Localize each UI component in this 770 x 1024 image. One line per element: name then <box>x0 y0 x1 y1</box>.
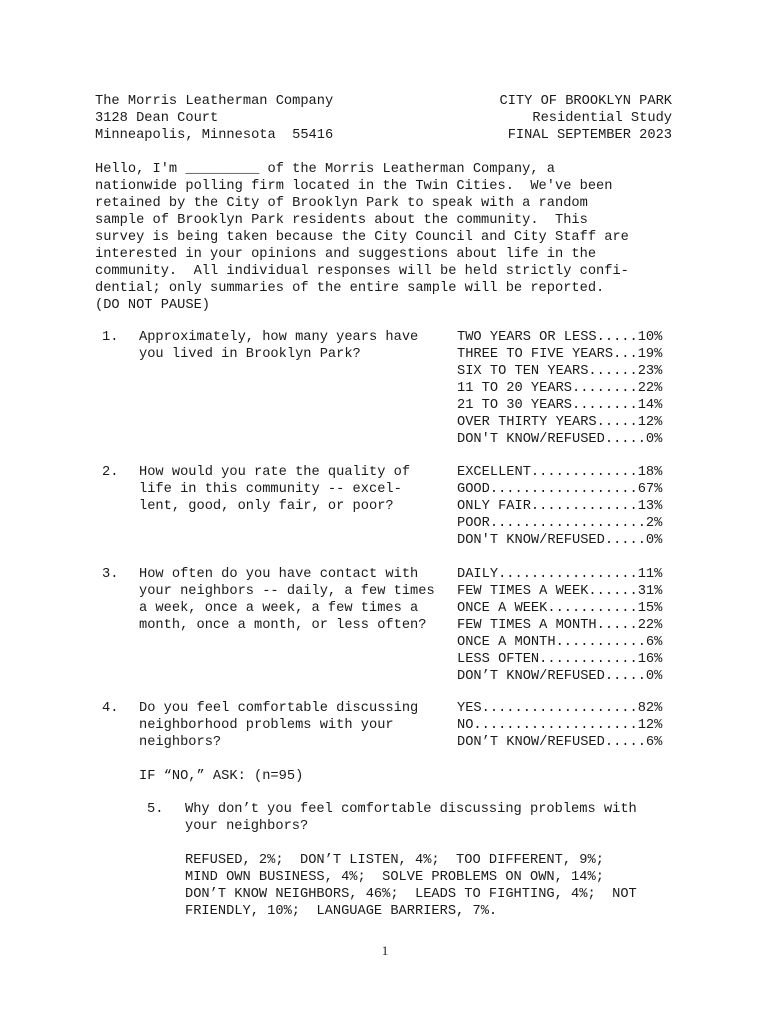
question-number: 2. <box>102 465 119 480</box>
answer-option: ONCE A WEEK...........15% <box>457 601 663 616</box>
response-line: DON’T KNOW NEIGHBORS, 46%; LEADS TO FIGHTING, 4%; NOT <box>185 887 637 902</box>
response-line: MIND OWN BUSINESS, 4%; SOLVE PROBLEMS ON OWN, 14%; <box>185 870 604 885</box>
question-text: neighborhood problems with your <box>139 718 394 733</box>
question-text: Do you feel comfortable discussing <box>139 701 419 716</box>
answer-option: OVER THIRTY YEARS.....12% <box>457 415 663 430</box>
question-number: 4. <box>102 701 119 716</box>
answer-option: DAILY.................11% <box>457 567 663 582</box>
company-city: Minneapolis, Minnesota 55416 <box>95 128 334 143</box>
answer-option: FEW TIMES A MONTH.....22% <box>457 618 663 633</box>
question-number: 5. <box>147 802 164 817</box>
answer-option: TWO YEARS OR LESS.....10% <box>457 330 663 345</box>
answer-option: POOR...................2% <box>457 516 663 531</box>
answer-option: YES...................82% <box>457 701 663 716</box>
answer-option: 11 TO 20 YEARS........22% <box>457 381 663 396</box>
question-text: How would you rate the quality of <box>139 465 411 480</box>
answer-option: ONLY FAIR.............13% <box>457 499 663 514</box>
answer-option: DON’T KNOW/REFUSED.....6% <box>457 735 663 750</box>
answer-option: DON’T KNOW/REFUSED.....0% <box>457 669 663 684</box>
page-number: 1 <box>381 943 389 958</box>
question-number: 3. <box>102 567 119 582</box>
intro-line: community. All individual responses will be held strictly confi- <box>95 264 629 279</box>
answer-option: FEW TIMES A WEEK......31% <box>457 584 663 599</box>
client-name: CITY OF BROOKLYN PARK <box>499 94 672 109</box>
answer-option: SIX TO TEN YEARS......23% <box>457 364 663 379</box>
intro-line: survey is being taken because the City Council and City Staff are <box>95 230 629 245</box>
answer-option: NO....................12% <box>457 718 663 733</box>
intro-line: nationwide polling firm located in the Twin Cities. We've been <box>95 179 613 194</box>
study-date: FINAL SEPTEMBER 2023 <box>507 128 672 143</box>
intro-instruction: (DO NOT PAUSE) <box>95 298 210 313</box>
question-number: 1. <box>102 330 119 345</box>
answer-option: THREE TO FIVE YEARS...19% <box>457 347 663 362</box>
study-title: Residential Study <box>532 111 672 126</box>
skip-instruction: IF “NO,” ASK: (n=95) <box>139 769 304 784</box>
response-line: FRIENDLY, 10%; LANGUAGE BARRIERS, 7%. <box>185 904 498 919</box>
intro-line: Hello, I'm _________ of the Morris Leatherman Company, a <box>95 162 555 177</box>
answer-option: EXCELLENT.............18% <box>457 465 663 480</box>
question-text: month, once a month, or less often? <box>139 618 427 633</box>
question-text: your neighbors? <box>185 819 309 834</box>
question-text: How often do you have contact with <box>139 567 419 582</box>
answer-option: DON'T KNOW/REFUSED.....0% <box>457 533 663 548</box>
answer-option: GOOD..................67% <box>457 482 663 497</box>
answer-option: DON'T KNOW/REFUSED.....0% <box>457 432 663 447</box>
response-line: REFUSED, 2%; DON’T LISTEN, 4%; TOO DIFFERENT, 9%; <box>185 853 604 868</box>
intro-line: interested in your opinions and suggestions about life in the <box>95 247 597 262</box>
intro-line: sample of Brooklyn Park residents about the community. This <box>95 213 588 228</box>
intro-line: dential; only summaries of the entire sample will be reported. <box>95 281 605 296</box>
question-text: Why don’t you feel comfortable discussing problems with <box>185 802 637 817</box>
question-text: Approximately, how many years have <box>139 330 419 345</box>
question-text: neighbors? <box>139 735 222 750</box>
intro-line: retained by the City of Brooklyn Park to speak with a random <box>95 196 588 211</box>
answer-option: ONCE A MONTH...........6% <box>457 635 663 650</box>
question-text: your neighbors -- daily, a few times <box>139 584 435 599</box>
answer-option: 21 TO 30 YEARS........14% <box>457 398 663 413</box>
question-text: you lived in Brooklyn Park? <box>139 347 361 362</box>
company-name: The Morris Leatherman Company <box>95 94 334 109</box>
question-text: lent, good, only fair, or poor? <box>139 499 394 514</box>
question-text: life in this community -- excel- <box>139 482 402 497</box>
company-street: 3128 Dean Court <box>95 111 219 126</box>
answer-option: LESS OFTEN............16% <box>457 652 663 667</box>
question-text: a week, once a week, a few times a <box>139 601 419 616</box>
